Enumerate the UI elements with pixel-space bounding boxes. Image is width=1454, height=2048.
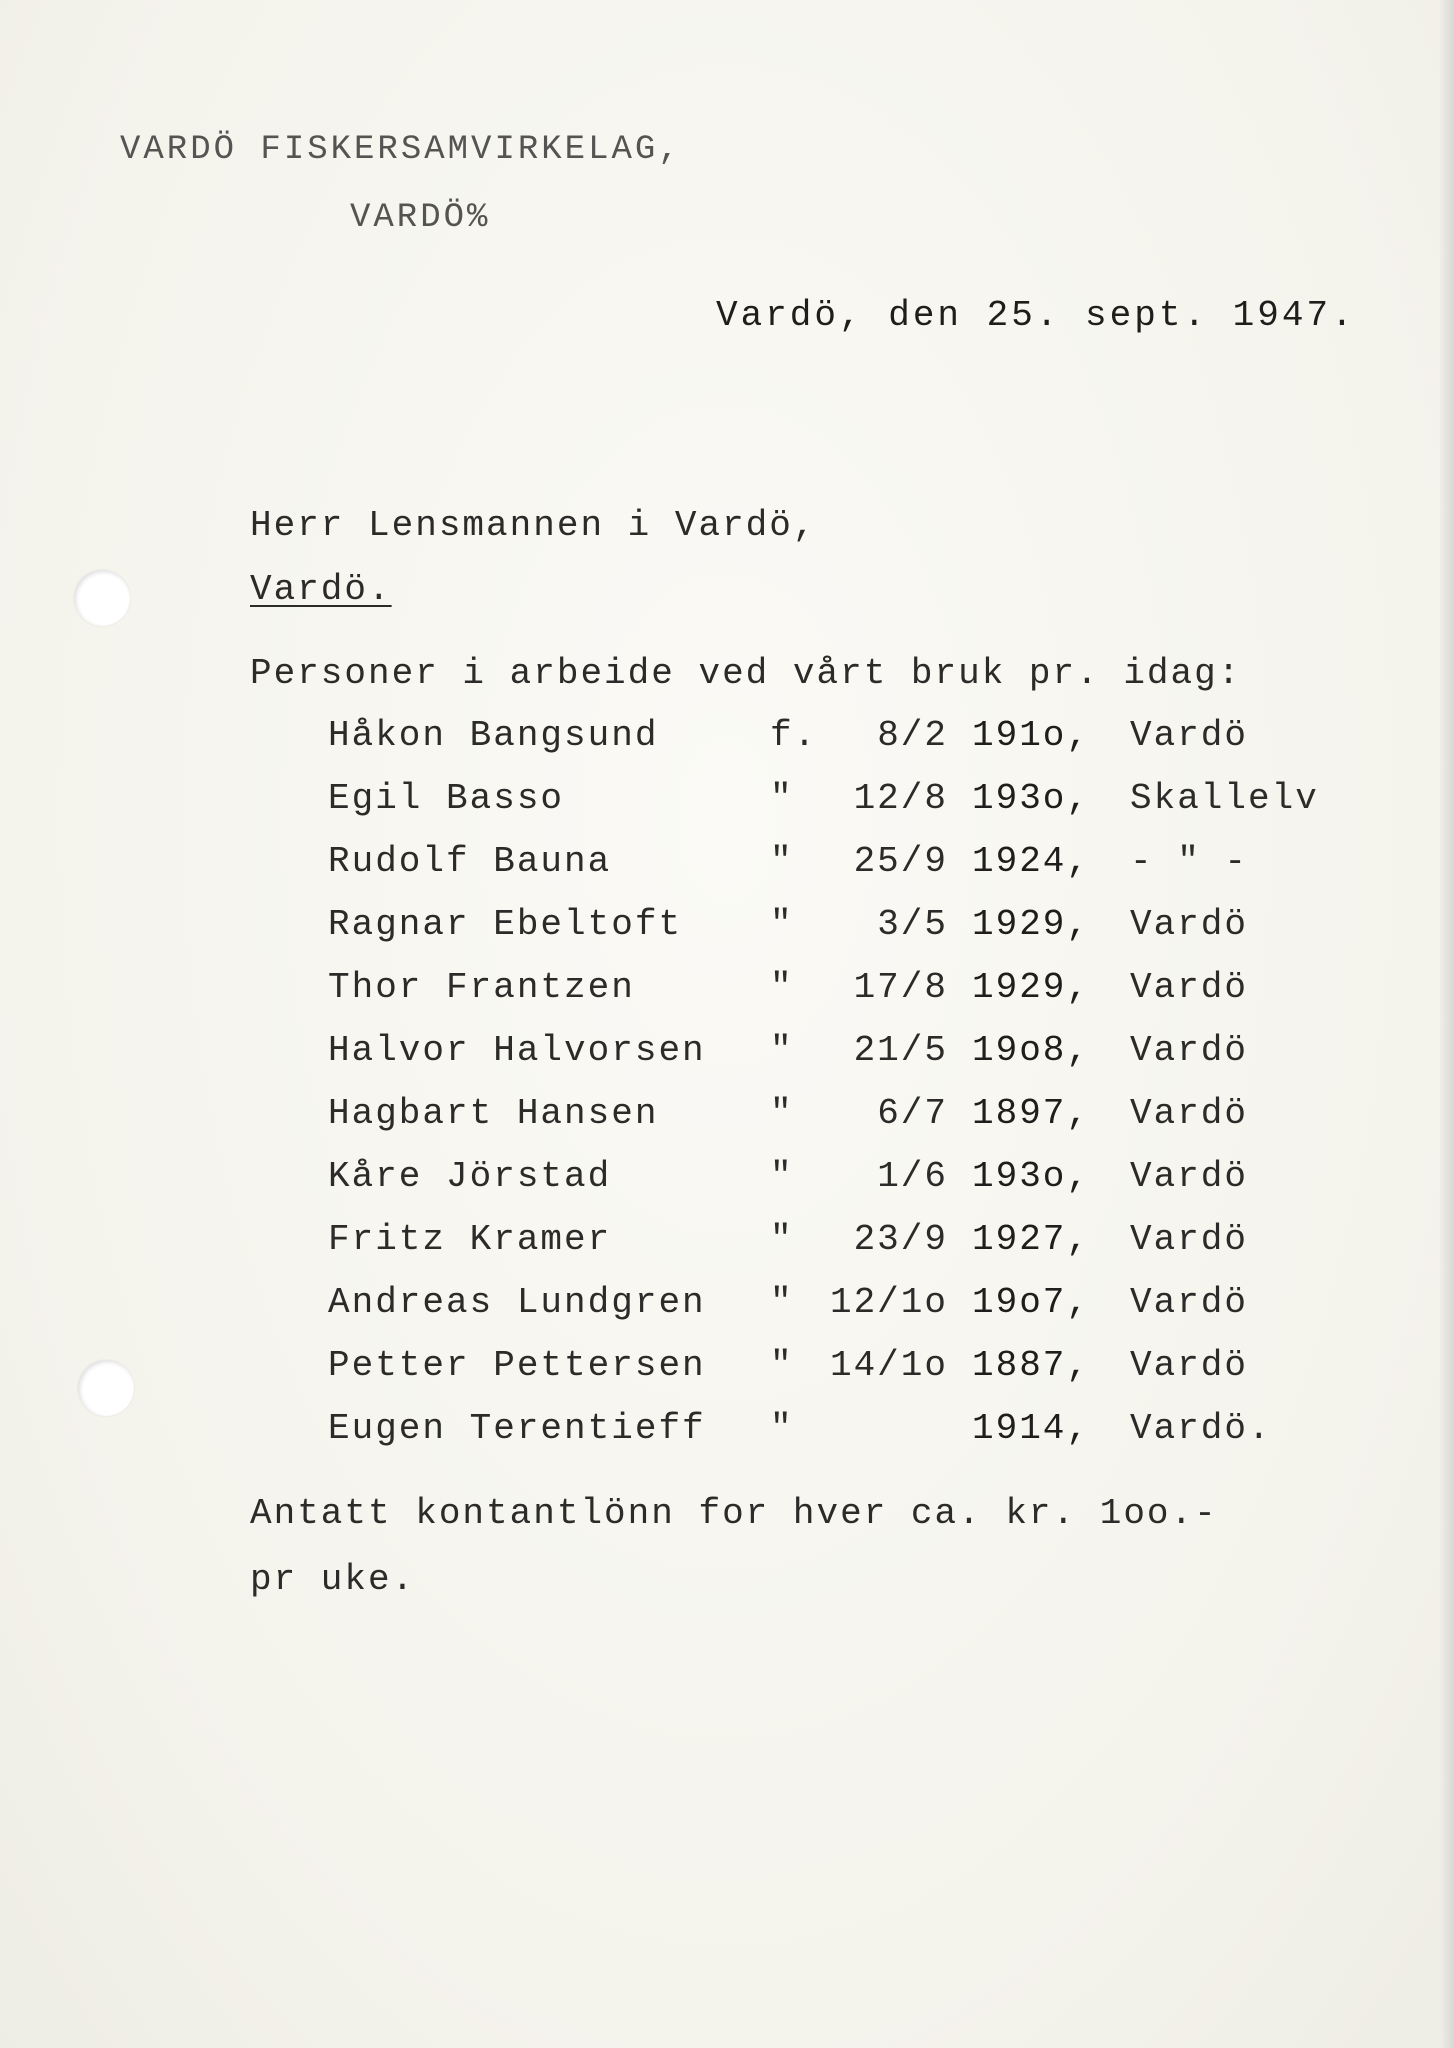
letter-date: Vardö, den 25. sept. 1947. <box>716 295 1356 336</box>
employee-name: Thor Frantzen <box>328 967 635 1008</box>
employee-birth-year: 1887, <box>972 1345 1091 1386</box>
employee-birth-date: 1/6 <box>877 1156 948 1197</box>
employee-name: Håkon Bangsund <box>328 715 659 756</box>
employee-birth-date: 17/8 <box>853 967 948 1008</box>
employee-place: Vardö <box>1130 715 1249 756</box>
employee-place: - " - <box>1130 841 1249 882</box>
employee-name: Kåre Jörstad <box>328 1156 612 1197</box>
employee-place: Vardö <box>1130 1282 1249 1323</box>
employee-name: Egil Basso <box>328 778 565 819</box>
employee-birth-year: 1897, <box>972 1093 1091 1134</box>
employee-name: Ragnar Ebeltoft <box>328 904 683 945</box>
employee-name: Halvor Halvorsen <box>328 1030 706 1071</box>
employee-birth-year: 1927, <box>972 1219 1091 1260</box>
employee-ditto-mark: " <box>770 778 794 819</box>
employee-ditto-mark: " <box>770 1156 794 1197</box>
employee-birth-date: 21/5 <box>853 1030 948 1071</box>
employee-ditto-mark: f. <box>770 715 818 756</box>
recipient-title: Herr Lensmannen i Vardö, <box>250 505 817 546</box>
employee-ditto-mark: " <box>770 1093 794 1134</box>
employee-name: Hagbart Hansen <box>328 1093 659 1134</box>
employee-name: Andreas Lundgren <box>328 1282 706 1323</box>
sender-name: VARDÖ FISKERSAMVIRKELAG, <box>120 131 682 169</box>
sender-city: VARDÖ% <box>350 199 491 237</box>
employee-place: Vardö <box>1130 1345 1249 1386</box>
employee-birth-date: 8/2 <box>877 715 948 756</box>
employee-name: Eugen Terentieff <box>328 1408 706 1449</box>
punch-hole-top <box>74 570 130 626</box>
closing-text: Antatt kontantlönn for hver ca. kr. 1oo.- <box>250 1493 1218 1534</box>
employee-birth-year: 19o7, <box>972 1282 1091 1323</box>
employee-birth-date: 3/5 <box>877 904 948 945</box>
employee-name: Petter Pettersen <box>328 1345 706 1386</box>
employee-place: Vardö <box>1130 1030 1249 1071</box>
employee-birth-year: 191o, <box>972 715 1091 756</box>
employee-birth-year: 1929, <box>972 904 1091 945</box>
employee-place: Vardö. <box>1130 1408 1272 1449</box>
employee-ditto-mark: " <box>770 1282 794 1323</box>
employee-place: Vardö <box>1130 1219 1249 1260</box>
employee-place: Vardö <box>1130 1156 1249 1197</box>
employee-ditto-mark: " <box>770 1345 794 1386</box>
employee-ditto-mark: " <box>770 1219 794 1260</box>
employee-birth-date: 23/9 <box>853 1219 948 1260</box>
employee-birth-date: 12/1o <box>829 1282 948 1323</box>
employee-birth-year: 1929, <box>972 967 1091 1008</box>
punch-hole-bottom <box>78 1360 134 1416</box>
employee-place: Vardö <box>1130 904 1249 945</box>
employee-birth-year: 1924, <box>972 841 1091 882</box>
employee-place: Vardö <box>1130 1093 1249 1134</box>
employee-ditto-mark: " <box>770 841 794 882</box>
recipient-city: Vardö. <box>250 569 392 610</box>
employee-ditto-mark: " <box>770 1030 794 1071</box>
closing-text-2: pr uke. <box>250 1559 416 1600</box>
employee-birth-date: 14/1o <box>829 1345 948 1386</box>
employee-birth-year: 193o, <box>972 778 1091 819</box>
employee-ditto-mark: " <box>770 904 794 945</box>
employee-birth-date: 25/9 <box>853 841 948 882</box>
employee-birth-date: 12/8 <box>853 778 948 819</box>
employee-name: Rudolf Bauna <box>328 841 612 882</box>
employee-birth-year: 19o8, <box>972 1030 1091 1071</box>
employee-birth-year: 1914, <box>972 1408 1091 1449</box>
employee-ditto-mark: " <box>770 1408 794 1449</box>
employee-place: Skallelv <box>1130 778 1319 819</box>
employee-place: Vardö <box>1130 967 1249 1008</box>
employee-birth-year: 193o, <box>972 1156 1091 1197</box>
page-edge-shadow <box>1440 0 1454 2048</box>
employee-name: Fritz Kramer <box>328 1219 612 1260</box>
employee-birth-date: 6/7 <box>877 1093 948 1134</box>
intro-text: Personer i arbeide ved vårt bruk pr. idag: <box>250 653 1242 694</box>
employee-ditto-mark: " <box>770 967 794 1008</box>
